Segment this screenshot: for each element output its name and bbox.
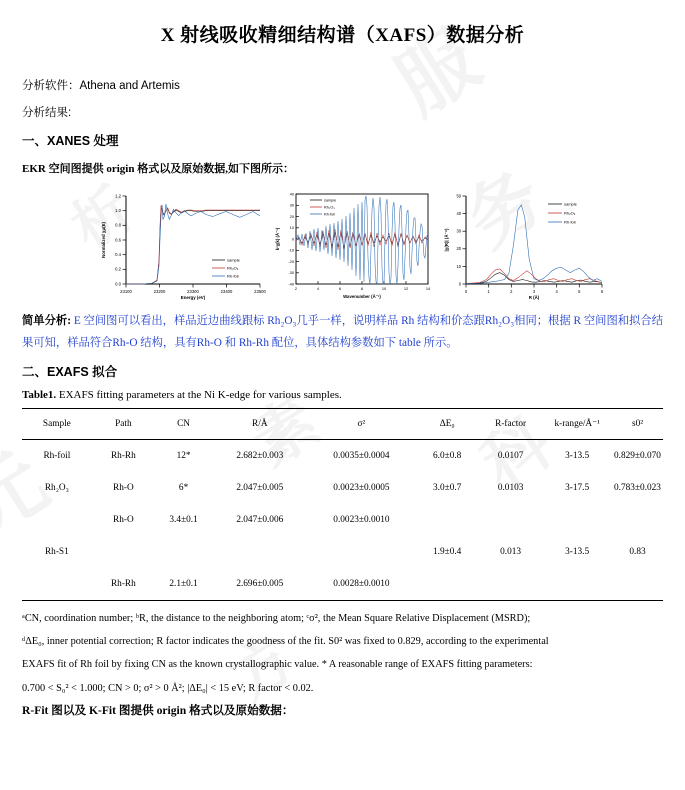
cell-sample: Rh-S1 [44,547,69,558]
cell-path: Rh-O [113,515,134,526]
svg-text:5: 5 [578,289,581,294]
svg-text:Rh₂O₃: Rh₂O₃ [227,265,239,271]
analysis-paragraph [22,310,663,354]
cell-s0-squared [612,568,663,601]
svg-text:-20: -20 [288,258,294,264]
table-footnotes [22,607,663,700]
svg-text:50: 50 [456,193,461,199]
svg-text:|χ(R)| (Å⁻⁴): |χ(R)| (Å⁻⁴) [444,228,449,252]
cell-delta-e0 [415,504,478,536]
cell-delta-e0 [415,568,478,601]
cell-path [92,536,155,568]
svg-text:k³χ(k) (Å⁻³): k³χ(k) (Å⁻³) [275,227,280,251]
svg-text:23300: 23300 [187,289,199,294]
table-caption-label: Table1. [22,389,57,402]
svg-text:2: 2 [294,286,298,291]
cell-r-factor: 0.0107 [497,451,524,462]
cell-s0-squared: 0.83 [629,547,646,558]
cell-r: 2.047±0.005 [236,483,284,494]
cell-r [212,536,307,568]
svg-text:0.0: 0.0 [115,281,121,287]
svg-text:40: 40 [456,211,461,216]
svg-text:2: 2 [510,289,513,294]
cell-sigma2: 0.0023±0.0010 [333,515,390,526]
svg-text:Wavenumber (Å⁻¹): Wavenumber (Å⁻¹) [343,294,381,299]
svg-text:-30: -30 [288,270,294,276]
svg-text:Rh-foil: Rh-foil [564,219,576,225]
analysis-software-line: 分析软件：Athena and Artemis [22,80,180,92]
footnote-line-1: ᵃCN, coordination number; ᵇR, the distance to the neighboring atom; ᶜσ², the Mean Square Relative Displacement (MSRD); [22,613,531,625]
cell-k-range: 3-17.5 [565,483,590,494]
svg-text:0.8: 0.8 [115,222,121,228]
th-cn: CN [155,409,212,440]
chart-xanes-e-space [94,188,266,300]
th-r-factor: R-factor [479,409,542,440]
cell-sample: Rh₂O₃ [44,483,69,494]
svg-text:Rh-foil: Rh-foil [324,212,335,217]
svg-text:0.4: 0.4 [115,252,121,258]
svg-text:0: 0 [458,281,461,287]
exafs-fitting-table [22,408,663,601]
svg-text:sample: sample [227,257,240,263]
th-sample: Sample [22,409,92,440]
cell-sigma2: 0.0035±0.0004 [333,451,390,462]
table-row [22,536,663,568]
svg-text:12: 12 [403,286,409,291]
footnote-line-2: ᵈΔE₀, inner potential correction; R factor indicates the goodness of the fit. S0² was fixed to 0.829, according to the experimental [22,636,549,648]
cell-sample: Rh-foil [43,451,71,462]
svg-text:20: 20 [289,213,294,219]
svg-text:-10: -10 [288,247,294,253]
analysis-label: 简单分析: [22,315,71,327]
cell-k-range [542,568,612,601]
footnote-line-4: 0.700 < S₀² < 1.000; CN > 0; σ² > 0 Å²; |ΔE₀| < 15 eV; R factor < 0.02. [22,682,314,694]
svg-text:4: 4 [316,286,320,291]
th-path: Path [92,409,155,440]
chart-exafs-k-space [270,188,434,300]
table-row [22,472,663,504]
svg-text:23500: 23500 [254,289,266,294]
svg-text:10: 10 [381,286,387,291]
cell-cn: 6* [178,483,189,494]
figure-row [22,188,663,300]
svg-text:14: 14 [425,286,431,291]
chart-exafs-r-space [438,188,610,300]
section-heading-exafs: 二、EXAFS 拟合 [22,365,118,380]
cell-sample [22,504,92,536]
cell-r-factor: 0.0103 [497,483,524,494]
svg-text:Rh₂O₃: Rh₂O₃ [324,205,335,210]
cell-r: 2.696±0.005 [236,579,284,590]
cell-r-factor [479,568,542,601]
cell-r-factor [479,504,542,536]
table-header-row [22,409,663,440]
analysis-body: E 空间图可以看出，样品近边曲线跟标 Rh₂O₃几乎一样，说明样品 Rh 结构和价态跟Rh₂O₃相同；根据 R 空间图和拟合结果可知，样品符合Rh-O 结构，具有Rh-O 和 Rh-Rh 配位，具体结构参数如下 table 所示。 [22,315,663,350]
svg-text:0: 0 [291,236,294,242]
cell-r: 2.682±0.003 [236,451,284,462]
section-note-ekr: EKR 空间图提供 origin 格式以及原始数据,如下图所示： [22,163,294,175]
svg-text:30: 30 [289,202,294,208]
svg-text:Rh₂O₃: Rh₂O₃ [564,210,576,216]
svg-text:1.2: 1.2 [115,193,121,199]
cell-cn: 12* [176,451,191,462]
cell-s0-squared [612,504,663,536]
cell-delta-e0: 1.9±0.4 [432,547,462,558]
cell-delta-e0: 3.0±0.7 [432,483,462,494]
final-note: R-Fit 图以及 K-Fit 图提供 origin 格式以及原始数据： [22,703,294,717]
svg-text:0: 0 [464,289,468,294]
cell-path: Rh-Rh [110,451,136,462]
cell-sample [22,568,92,601]
svg-text:Rh-foil: Rh-foil [227,273,239,279]
svg-text:20: 20 [456,246,461,252]
cell-r-factor: 0.013 [500,547,522,558]
svg-text:6: 6 [338,286,342,291]
cell-k-range: 3-13.5 [565,547,590,558]
cell-sigma2: 0.0028±0.0010 [333,579,390,590]
th-r: R/Å [212,409,307,440]
th-k-range: k-range/Å⁻¹ [542,409,612,440]
cell-s0-squared: 0.783±0.023 [614,483,661,494]
cell-sigma2 [307,536,415,568]
section-heading-xanes: 一、XANES 处理 [22,134,119,148]
svg-text:1.0: 1.0 [115,208,121,214]
table-bottom-rule [22,601,663,602]
cell-r: 2.047±0.006 [236,515,284,526]
cell-k-range [542,504,612,536]
cell-path: Rh-O [113,483,134,494]
svg-text:0.6: 0.6 [115,237,121,243]
svg-text:40: 40 [289,191,294,197]
svg-text:6: 6 [600,289,604,294]
svg-text:-40: -40 [288,281,294,287]
table-caption [22,389,663,401]
th-s0-squared: s0² [612,409,663,440]
svg-text:3: 3 [532,289,536,294]
svg-text:sample: sample [564,201,577,207]
svg-text:10: 10 [289,225,294,231]
table-row [22,568,663,601]
cell-s0-squared: 0.829±0.070 [614,451,661,462]
page-title: X 射线吸收精细结构谱（XAFS）数据分析 [160,25,525,46]
svg-text:23200: 23200 [153,289,166,294]
svg-text:23100: 23100 [120,289,132,294]
analysis-results-line: 分析结果: [22,107,72,119]
svg-text:23400: 23400 [220,289,233,294]
table-row [22,440,663,473]
svg-text:8: 8 [360,286,364,291]
cell-cn [155,536,212,568]
svg-text:4: 4 [555,289,558,294]
cell-k-range: 3-13.5 [565,451,590,462]
table-row [22,504,663,536]
svg-text:Energy (eV): Energy (eV) [180,295,206,300]
th-sigma2: σ² [307,409,415,440]
cell-cn: 3.4±0.1 [169,515,198,526]
svg-text:R (Å): R (Å) [528,295,540,300]
svg-text:0.2: 0.2 [115,266,121,272]
svg-text:10: 10 [456,263,461,269]
svg-text:Normalized χμ(E): Normalized χμ(E) [101,222,106,258]
footnote-line-3: EXAFS fit of Rh foil by fixing CN as the known crystallographic value. * A reasonable range of EXAFS fitting parameters: [22,659,533,671]
svg-text:sample: sample [324,198,337,203]
cell-cn: 2.1±0.1 [169,579,198,590]
svg-text:30: 30 [456,228,461,234]
table-caption-text: EXAFS fitting parameters at the Ni K-edge for various samples. [56,389,342,402]
th-delta-e0: ΔE₀ [415,409,478,440]
svg-text:1: 1 [487,289,490,294]
cell-path: Rh-Rh [110,579,136,590]
cell-delta-e0: 6.0±0.8 [432,451,462,462]
cell-sigma2: 0.0023±0.0005 [333,483,390,494]
